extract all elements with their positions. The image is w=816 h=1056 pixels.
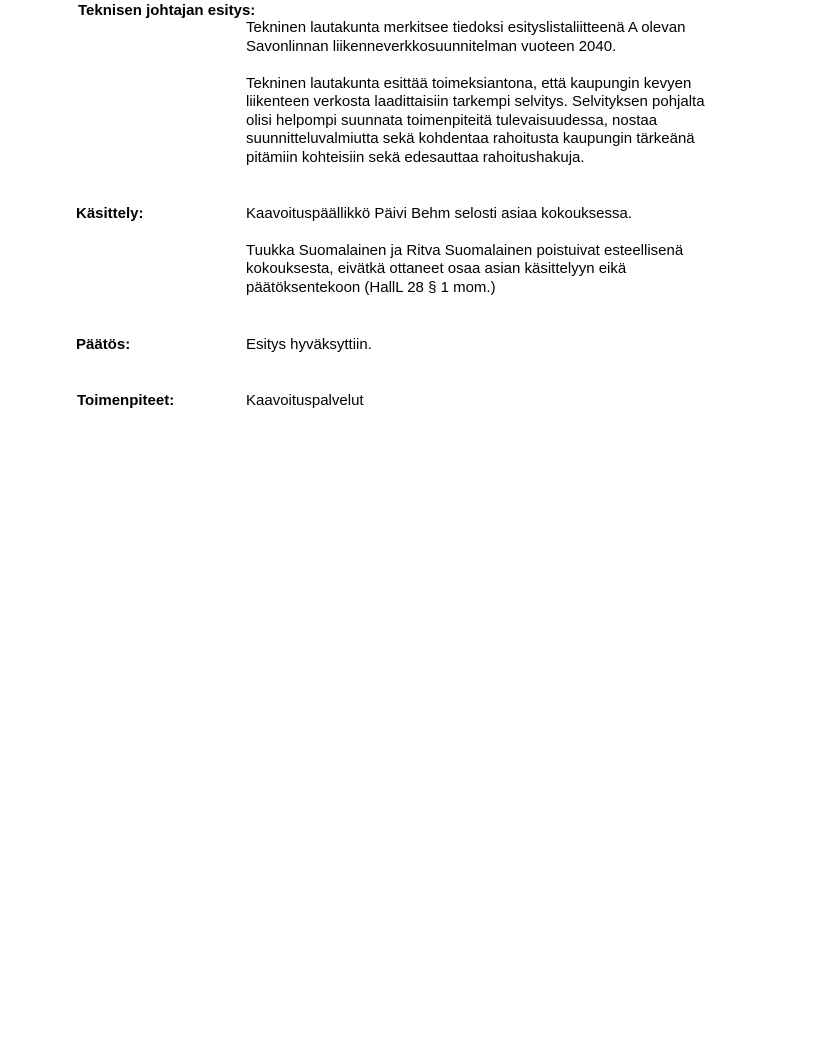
text-line: olisi helpompi suunnata toimenpiteitä tulevaisuudessa, nostaa <box>246 111 658 129</box>
text-line: Tekninen lautakunta merkitsee tiedoksi esityslistaliitteenä A olevan <box>246 19 686 36</box>
section-label-paatos: Päätös: <box>76 336 131 353</box>
esitys-paragraph-2 <box>246 75 766 168</box>
text-line: kokouksesta, eivätkä ottaneet osaa asian käsittelyyn eikä <box>246 260 627 277</box>
section-content-kasittely <box>246 205 766 297</box>
text-line: liikenteen verkosta laadittaisiin tarkempi selvitys. Selvityksen pohjalta <box>246 93 705 110</box>
text-line: suunnitteluvalmiutta sekä kohdentaa rahoitusta kaupungin tärkeänä <box>246 130 695 147</box>
esitys-paragraph-1 <box>246 19 766 56</box>
kasittely-paragraph-1 <box>246 205 766 224</box>
text-line: Tekninen lautakunta esittää toimeksiantona, että kaupungin kevyen <box>246 74 692 92</box>
section-label-kasittely: Käsittely: <box>76 205 144 222</box>
text-line: pitämiin kohteisiin sekä edesauttaa rahoitushakuja. <box>246 148 585 166</box>
section-label-toimenpiteet: Toimenpiteet: <box>77 392 175 409</box>
section-content-toimenpiteet <box>246 392 766 411</box>
section-label-esitys: Teknisen johtajan esitys: <box>78 2 256 19</box>
actions-text: Kaavoituspalvelut <box>246 392 364 409</box>
kasittely-paragraph-2 <box>246 242 766 298</box>
section-content-esitys <box>246 19 766 167</box>
text-line: Kaavoituspäällikkö Päivi Behm selosti asiaa kokouksessa. <box>246 205 633 222</box>
text-line: Tuukka Suomalainen ja Ritva Suomalainen poistuivat esteellisenä <box>246 241 684 259</box>
decision-text: Esitys hyväksyttiin. <box>246 336 372 353</box>
section-content-paatos <box>246 336 766 355</box>
text-line: Savonlinnan liikenneverkkosuunnitelman vuoteen 2040. <box>246 37 617 55</box>
text-line: päätöksentekoon (HallL 28 § 1 mom.) <box>246 278 496 296</box>
